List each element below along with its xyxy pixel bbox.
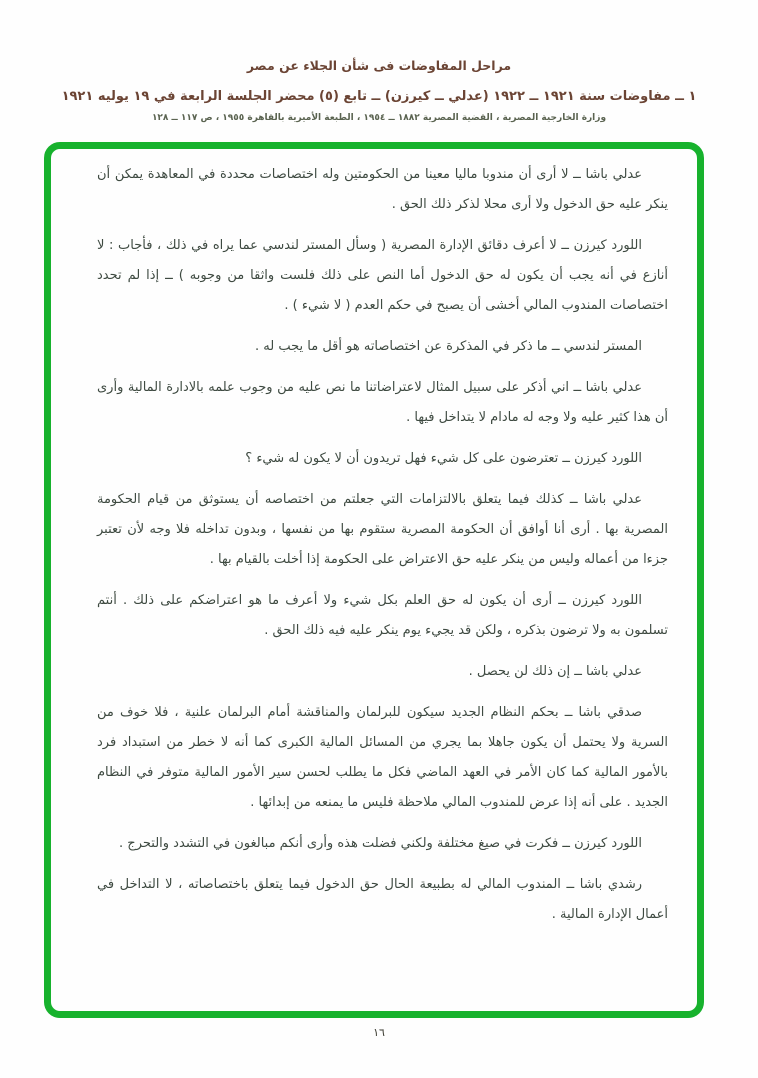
paragraph-list [97,160,668,941]
paragraph: اللورد كيرزن ــ أرى أن يكون له حق العلم بكل شيء ولا أعرف ما هو اعتراضكم على ذلك . أنتم تسلمون به ولا ترضون بذكره ، ولكن قد يجيء يوم ينكر عليه فيه ذلك الحق . [97,593,668,638]
document-header [0,58,758,123]
paragraph: اللورد كيرزن ــ فكرت في صيغ مختلفة ولكني فضلت هذه وأرى أنكم مبالغون في التشدد والتحرج . [119,836,642,851]
source-citation: وزارة الخارجية المصرية ، القضية المصرية ١٨٨٢ ــ ١٩٥٤ ، الطبعة الأميرية بالقاهرة ١٩٥٥ ، ص ١١٧ ــ ١٢٨ [151,113,607,123]
paragraph: عدلي باشا ــ اني أذكر على سبيل المثال لاعتراضاتنا ما نص عليه من وجوب علمه بالادارة المالية وأرى أن هذا كثير عليه ولا وجه له مادام لا يتداخل فيها . [97,380,668,425]
paragraph: اللورد كيرزن ــ تعترضون على كل شيء فهل تريدون أن لا يكون له شيء ؟ [245,451,642,466]
paragraph: المستر لندسي ــ ما ذكر في المذكرة عن اختصاصاته هو أقل ما يجب له . [255,339,642,354]
paragraph: رشدي باشا ــ المندوب المالي له بطبيعة الحال حق الدخول فيما يتعلق باختصاصاته ، لا التداخل في أعمال الإدارة المالية . [97,877,668,922]
page-number: ١٦ [373,1026,385,1039]
paragraph: صدقي باشا ــ بحكم النظام الجديد سيكون للبرلمان والمناقشة أمام البرلمان علنية ، فلا خوف من السرية ولا يحتمل أن يكون جاهلا بما يجري من المسائل المالية الكبرى كما أنه لا خطر من استبداد فرد بالأمور المالية كما كان الأمر في العهد الماضي فكل ما يطلب لحسن سير الأمور المالية متوفر في النظام الجديد . على أنه إذا عرض للمندوب المالي ملاحظة فليس ما يمنعه من إبدائها . [97,705,668,810]
page-subtitle: ١ ــ مفاوضات سنة ١٩٢١ ــ ١٩٢٢ (عدلي ــ كيرزن) ــ تابع (٥) محضر الجلسة الرابعة في ١٩ يوليه ١٩٢١ [61,89,697,104]
paragraph: اللورد كيرزن ــ لا أعرف دقائق الإدارة المصرية ( وسأل المستر لندسي عما يراه في ذلك ، فأجاب : لا أنازع في أنه يجب أن يكون له حق الدخول أما النص على ذلك فلست واثقا من وجوبه ) ــ إذا لم تحدد اختصاصات المندوب المالي أخشى أن يصبح في حكم العدم ( لا شيء ) . [97,238,668,313]
paragraph: عدلي باشا ــ كذلك فيما يتعلق بالالتزامات التي جعلتم من اختصاصه أن يستوثق من قيام الحكومة المصرية بها . أرى أنا أوافق أن الحكومة المصرية ستقوم بها من نفسها ، وبدون تداخله فلا وجه لأن تعتبر جزءا من أعماله وليس من ينكر عليه حق الاعتراض على الحكومة إذا أخلت بالقيام بها . [97,492,668,567]
paragraph: عدلي باشا ــ لا أرى أن مندوبا ماليا معينا من الحكومتين وله اختصاصات محددة في المعاهدة يمكن أن ينكر عليه حق الدخول ولا أرى محلا لذكر ذلك الحق . [97,167,668,212]
paragraph: عدلي باشا ــ إن ذلك لن يحصل . [468,664,642,679]
page-title: مراحل المفاوضات فى شأن الجلاء عن مصر [246,58,512,73]
